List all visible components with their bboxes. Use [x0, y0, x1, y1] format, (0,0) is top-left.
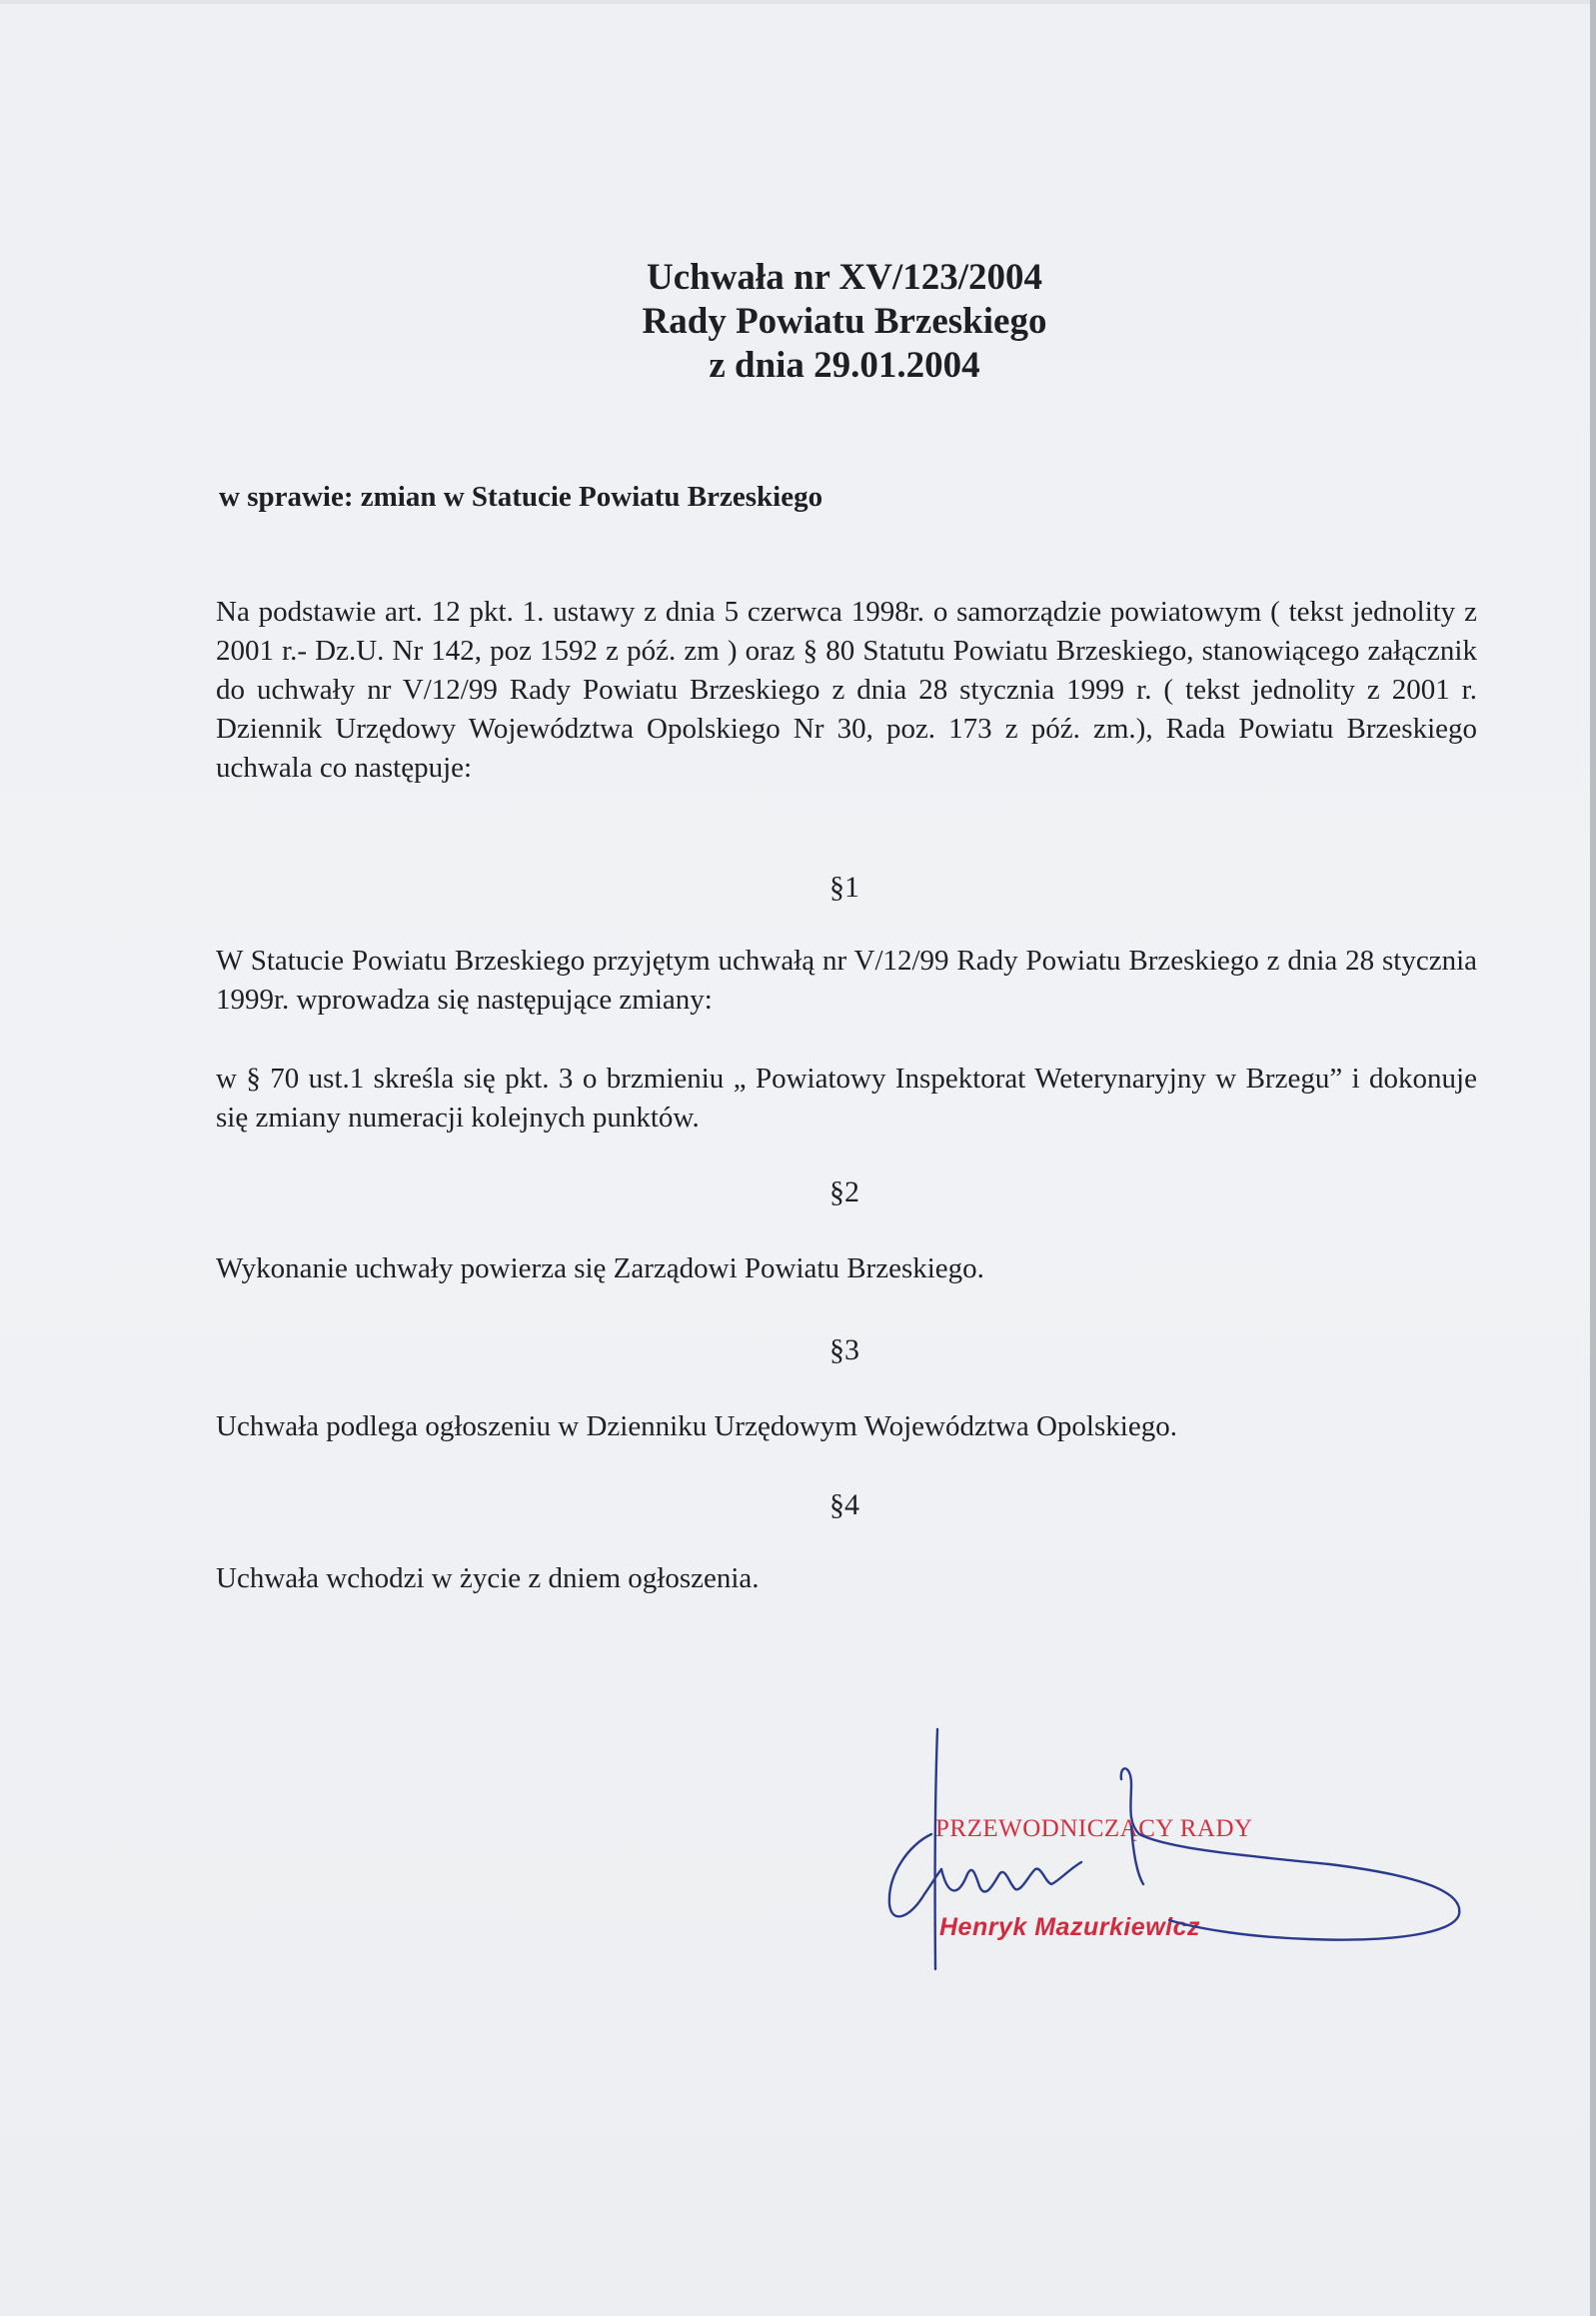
title-line-number: Uchwała nr XV/123/2004: [646, 257, 1043, 298]
section-mark-2: §2: [829, 1175, 859, 1208]
document-subject: w sprawie: zmian w Statucie Powiatu Brzeskiego: [219, 481, 823, 513]
stamp-name: Henryk Mazurkiewicz: [939, 1913, 1200, 1941]
handwritten-signature: [869, 1724, 1489, 1974]
section-mark-4: §4: [829, 1488, 859, 1521]
section-mark-1: §1: [829, 871, 859, 904]
intro-paragraph: Na podstawie art. 12 pkt. 1. ustawy z dnia 5 czerwca 1998r. o samorządzie powiatowym ( tekst jednolity z 2001 r.- Dz.U. Nr 142, poz 1592 z póź. zm ) oraz § 80 Statutu Powiatu Brzeskiego, stanowiącego załącznik do uchwały nr V/12/99 Rady Powiatu Brzeskiego z dnia 28 stycznia 1999 r. ( tekst jednolity z 2001 r. Dziennik Urzędowy Województwa Opolskiego Nr 30, poz. 173 z póź. zm.), Rada Powiatu Brzeskiego uchwala co następuje:: [216, 596, 1477, 784]
section-1-paragraph-2: w § 70 ust.1 skreśla się pkt. 3 o brzmieniu „ Powiatowy Inspektorat Weterynaryjny w Brzegu” i dokonuje się zmiany numeracji kolejnych punktów.: [216, 1063, 1477, 1134]
section-2-paragraph: Wykonanie uchwały powierza się Zarządowi Powiatu Brzeskiego.: [216, 1252, 984, 1284]
section-mark-3: §3: [829, 1333, 859, 1366]
section-3-paragraph: Uchwała podlega ogłoszeniu w Dzienniku Urzędowym Województwa Opolskiego.: [216, 1410, 1177, 1442]
document-title: [0, 256, 1596, 388]
title-line-council: Rady Powiatu Brzeskiego: [642, 301, 1047, 342]
section-1-paragraph-1: W Statucie Powiatu Brzeskiego przyjętym uchwałą nr V/12/99 Rady Powiatu Brzeskiego z dnia 28 stycznia 1999r. wprowadza się następujące zmiany:: [216, 945, 1477, 1016]
section-4-paragraph: Uchwała wchodzi w życie z dniem ogłoszenia.: [216, 1562, 760, 1594]
stamp-title: PRZEWODNICZĄCY RADY: [935, 1815, 1253, 1842]
title-line-date: z dnia 29.01.2004: [709, 345, 980, 386]
